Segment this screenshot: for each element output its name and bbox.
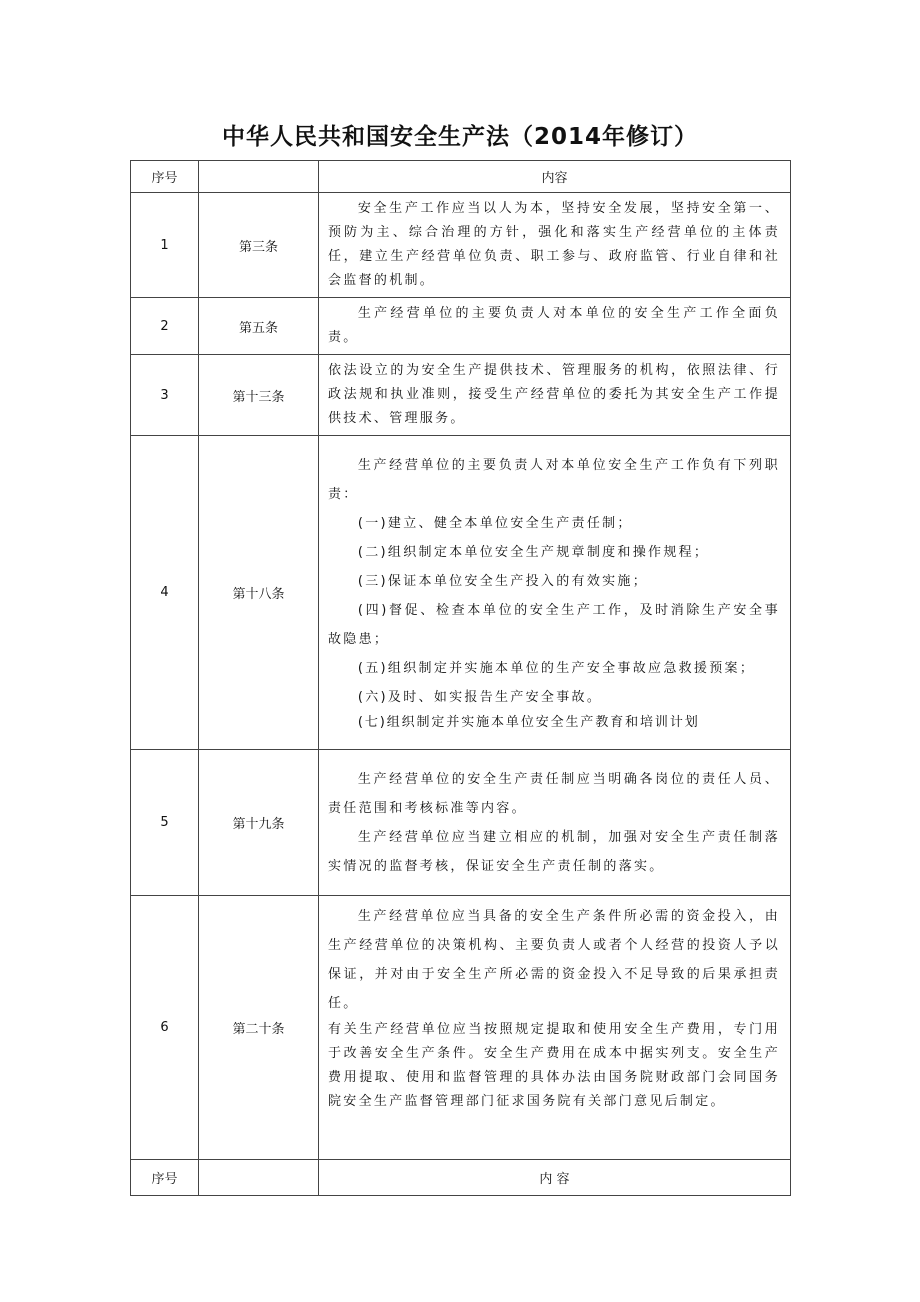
row-number: 5 xyxy=(131,750,199,896)
content-paragraph: 生产经营单位的主要负责人对本单位安全生产工作负有下列职责： xyxy=(328,458,780,502)
table-row xyxy=(131,298,791,355)
content-paragraph: (二)组织制定本单位安全生产规章制度和操作规程； xyxy=(357,545,710,560)
article-label: 第三条 xyxy=(199,193,319,298)
row-number: 4 xyxy=(131,436,199,750)
document-title: 中华人民共和国安全生产法（2014年修订） xyxy=(221,124,698,150)
article-content xyxy=(319,298,791,355)
article-content xyxy=(319,896,791,1160)
content-paragraph: (四)督促、检查本单位的安全生产工作，及时消除生产安全事故隐患； xyxy=(328,603,780,647)
table-row xyxy=(131,750,791,896)
regulation-table xyxy=(130,160,791,1196)
row-number: 3 xyxy=(131,355,199,436)
content-paragraph: 生产经营单位的主要负责人对本单位的安全生产工作全面负责。 xyxy=(328,306,780,345)
header-content: 内容 xyxy=(319,161,791,193)
article-label: 第十八条 xyxy=(199,436,319,750)
table-row xyxy=(131,436,791,750)
article-content xyxy=(319,750,791,896)
content-paragraph: (七)组织制定并实施本单位安全生产教育和培训计划 xyxy=(357,715,700,730)
content-paragraph: 生产经营单位应当具备的安全生产条件所必需的资金投入，由生产经营单位的决策机构、主要负责人或者个人经营的投资人予以保证，并对由于安全生产所必需的资金投入不足导致的后果承担责任。 xyxy=(328,909,780,1011)
article-content xyxy=(319,193,791,298)
table-row xyxy=(131,193,791,298)
article-label: 第五条 xyxy=(199,298,319,355)
article-label: 第十三条 xyxy=(199,355,319,436)
table-row xyxy=(131,355,791,436)
footer-header-content: 内 容 xyxy=(319,1160,791,1196)
content-paragraph: 生产经营单位的安全生产责任制应当明确各岗位的责任人员、责任范围和考核标准等内容。 xyxy=(328,771,780,816)
content-paragraph: (六)及时、如实报告生产安全事故。 xyxy=(357,690,603,705)
table-row xyxy=(131,896,791,1160)
header-number: 序号 xyxy=(131,161,199,193)
content-paragraph: (五)组织制定并实施本单位的生产安全事故应急救援预案； xyxy=(357,661,756,676)
row-number: 2 xyxy=(131,298,199,355)
footer-header-article xyxy=(199,1160,319,1196)
article-label: 第十九条 xyxy=(199,750,319,896)
content-paragraph: 生产经营单位应当建立相应的机制，加强对安全生产责任制落实情况的监督考核，保证安全生产责任制的落实。 xyxy=(328,829,780,874)
content-paragraph: 有关生产经营单位应当按照规定提取和使用安全生产费用，专门用于改善安全生产条件。安全生产费用在成本中据实列支。安全生产费用提取、使用和监督管理的具体办法由国务院财政部门会同国务院安全生产监督管理部门征求国务院有关部门意见后制定。 xyxy=(328,1022,780,1109)
content-paragraph: (一)建立、健全本单位安全生产责任制； xyxy=(357,516,633,531)
footer-header-number: 序号 xyxy=(131,1160,199,1196)
table-header-row xyxy=(131,161,791,193)
article-content xyxy=(319,436,791,750)
header-article xyxy=(199,161,319,193)
content-paragraph: (三)保证本单位安全生产投入的有效实施； xyxy=(357,574,649,589)
content-paragraph: 依法设立的为安全生产提供技术、管理服务的机构，依照法律、行政法规和执业准则，接受生产经营单位的委托为其安全生产工作提供技术、管理服务。 xyxy=(328,363,780,426)
row-number: 6 xyxy=(131,896,199,1160)
table-footer-header-row xyxy=(131,1160,791,1196)
content-paragraph: 安全生产工作应当以人为本，坚持安全发展，坚持安全第一、预防为主、综合治理的方针，强化和落实生产经营单位的主体责任，建立生产经营单位负责、职工参与、政府监管、行业自律和社会监督的机制。 xyxy=(328,201,780,288)
article-content xyxy=(319,355,791,436)
row-number: 1 xyxy=(131,193,199,298)
article-label: 第二十条 xyxy=(199,896,319,1160)
